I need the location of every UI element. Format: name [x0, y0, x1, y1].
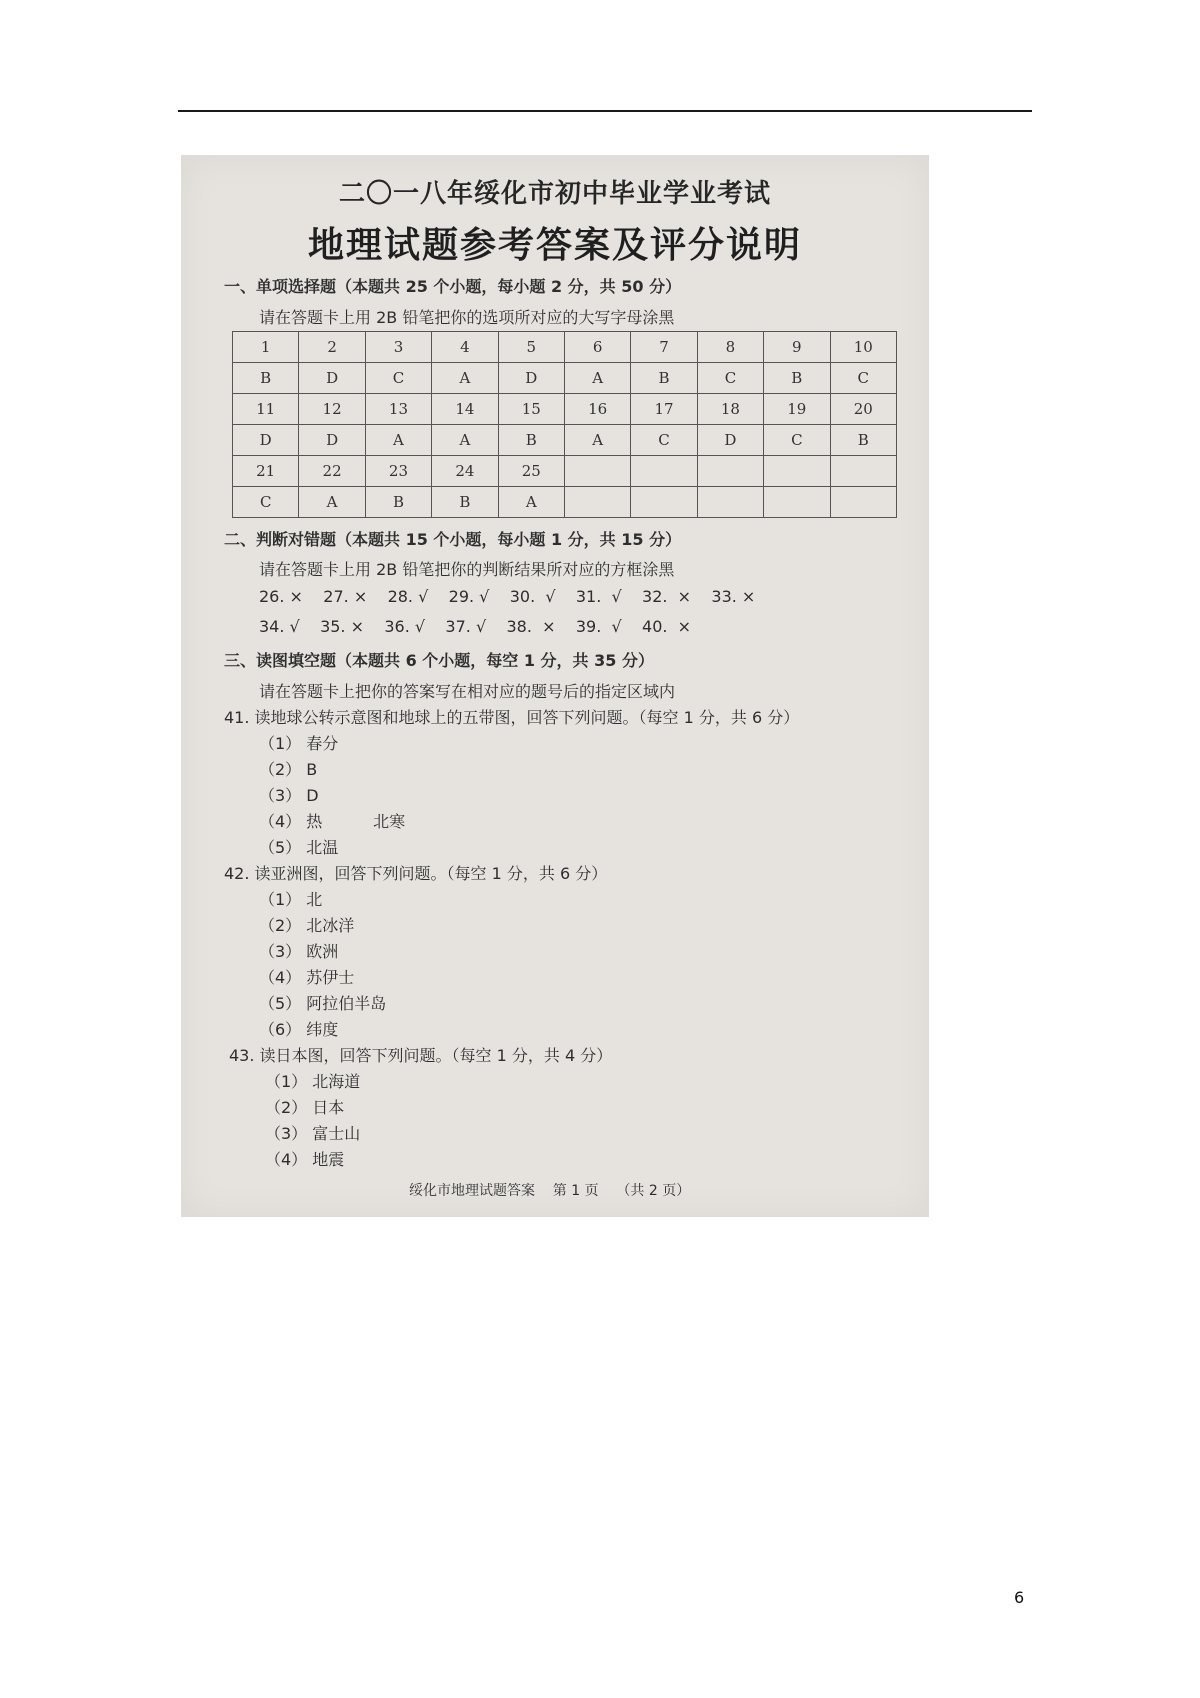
- table-cell: [564, 456, 630, 487]
- table-cell: A: [498, 487, 564, 518]
- q43-prompt: 43. 读日本图，回答下列问题。（每空 1 分，共 4 分）: [229, 1046, 613, 1065]
- table-cell: 16: [564, 394, 630, 425]
- q42-answer: （6） 纬度: [259, 1020, 339, 1039]
- q42-prompt: 42. 读亚洲图，回答下列问题。（每空 1 分，共 6 分）: [224, 864, 608, 883]
- table-cell: D: [299, 363, 365, 394]
- table-cell: 14: [432, 394, 498, 425]
- q42-answer: （4） 苏伊士: [259, 968, 355, 987]
- table-cell: B: [631, 363, 697, 394]
- q41-answer: （1） 春分: [259, 734, 339, 753]
- table-row: [233, 456, 897, 487]
- table-row: [233, 394, 897, 425]
- section2-heading: 二、判断对错题（本题共 15 个小题，每小题 1 分，共 15 分）: [224, 530, 682, 549]
- table-cell: 1: [233, 332, 299, 363]
- table-cell: 21: [233, 456, 299, 487]
- table-cell: B: [233, 363, 299, 394]
- table-cell: 12: [299, 394, 365, 425]
- table-cell: 8: [697, 332, 763, 363]
- table-cell: 17: [631, 394, 697, 425]
- table-cell: 9: [764, 332, 830, 363]
- q43-answer: （1） 北海道: [265, 1072, 361, 1091]
- table-cell: [564, 487, 630, 518]
- table-cell: A: [432, 425, 498, 456]
- q43-answer: （4） 地震: [265, 1150, 345, 1169]
- table-cell: 11: [233, 394, 299, 425]
- table-cell: B: [830, 425, 896, 456]
- table-cell: D: [498, 363, 564, 394]
- table-cell: 25: [498, 456, 564, 487]
- table-cell: 19: [764, 394, 830, 425]
- table-cell: B: [764, 363, 830, 394]
- exam-title: 二〇一八年绥化市初中毕业学业考试: [338, 179, 771, 209]
- section3-instruction: 请在答题卡上把你的答案写在相对应的题号后的指定区域内: [259, 682, 676, 701]
- table-cell: [631, 456, 697, 487]
- table-cell: [764, 456, 830, 487]
- header-rule: [178, 110, 1032, 112]
- table-cell: C: [697, 363, 763, 394]
- table-cell: [631, 487, 697, 518]
- section1-instruction: 请在答题卡上用 2B 铅笔把你的选项所对应的大写字母涂黑: [259, 308, 675, 327]
- table-cell: A: [564, 425, 630, 456]
- table-cell: [697, 487, 763, 518]
- q41-prompt: 41. 读地球公转示意图和地球上的五带图，回答下列问题。（每空 1 分，共 6 分）: [224, 708, 800, 727]
- table-cell: A: [299, 487, 365, 518]
- table-cell: 24: [432, 456, 498, 487]
- table-cell: 2: [299, 332, 365, 363]
- scanned-answer-sheet: [181, 155, 929, 1217]
- table-cell: C: [764, 425, 830, 456]
- table-cell: 7: [631, 332, 697, 363]
- table-cell: 3: [365, 332, 431, 363]
- table-cell: B: [365, 487, 431, 518]
- q42-answer: （3） 欧洲: [259, 942, 339, 961]
- section2-instruction: 请在答题卡上用 2B 铅笔把你的判断结果所对应的方框涂黑: [259, 560, 675, 579]
- q41-answer: （4） 热 北寒: [259, 812, 406, 831]
- q42-answer: （2） 北冰洋: [259, 916, 355, 935]
- table-cell: 6: [564, 332, 630, 363]
- table-row: [233, 487, 897, 518]
- table-cell: 23: [365, 456, 431, 487]
- table-cell: A: [564, 363, 630, 394]
- table-cell: [830, 456, 896, 487]
- page-number: 6: [1014, 1588, 1025, 1607]
- table-cell: 5: [498, 332, 564, 363]
- table-cell: 4: [432, 332, 498, 363]
- table-cell: C: [631, 425, 697, 456]
- q41-answer: （3） D: [259, 786, 319, 805]
- table-cell: 10: [830, 332, 896, 363]
- table-cell: 22: [299, 456, 365, 487]
- table-cell: 20: [830, 394, 896, 425]
- table-cell: A: [365, 425, 431, 456]
- table-cell: D: [233, 425, 299, 456]
- q43-answer: （3） 富士山: [265, 1124, 361, 1143]
- table-cell: [764, 487, 830, 518]
- q41-answer: （5） 北温: [259, 838, 339, 857]
- scan-footer: 绥化市地理试题答案 第 1 页 （共 2 页）: [409, 1183, 691, 1199]
- table-cell: C: [233, 487, 299, 518]
- judgement-answers-line2: 34. √ 35. × 36. √ 37. √ 38. × 39. √ 40. ×: [259, 617, 692, 636]
- judgement-answers-line1: 26. × 27. × 28. √ 29. √ 30. √ 31. √ 32. × 33. ×: [259, 587, 756, 606]
- table-cell: C: [830, 363, 896, 394]
- section1-heading: 一、单项选择题（本题共 25 个小题，每小题 2 分，共 50 分）: [224, 277, 682, 296]
- table-cell: 18: [697, 394, 763, 425]
- q43-answer: （2） 日本: [265, 1098, 345, 1117]
- q42-answer: （5） 阿拉伯半岛: [259, 994, 387, 1013]
- table-cell: [697, 456, 763, 487]
- q41-answer: （2） B: [259, 760, 318, 779]
- table-cell: 13: [365, 394, 431, 425]
- answer-key-title: 地理试题参考答案及评分说明: [307, 225, 802, 266]
- table-row: [233, 425, 897, 456]
- table-cell: 15: [498, 394, 564, 425]
- table-cell: B: [498, 425, 564, 456]
- table-row: [233, 332, 897, 363]
- table-cell: C: [365, 363, 431, 394]
- q42-answer: （1） 北: [259, 890, 323, 909]
- table-cell: B: [432, 487, 498, 518]
- table-cell: [830, 487, 896, 518]
- section3-heading: 三、读图填空题（本题共 6 个小题，每空 1 分，共 35 分）: [224, 651, 654, 670]
- table-row: [233, 363, 897, 394]
- table-cell: D: [299, 425, 365, 456]
- choice-answer-table: [232, 331, 897, 518]
- table-cell: D: [697, 425, 763, 456]
- table-cell: A: [432, 363, 498, 394]
